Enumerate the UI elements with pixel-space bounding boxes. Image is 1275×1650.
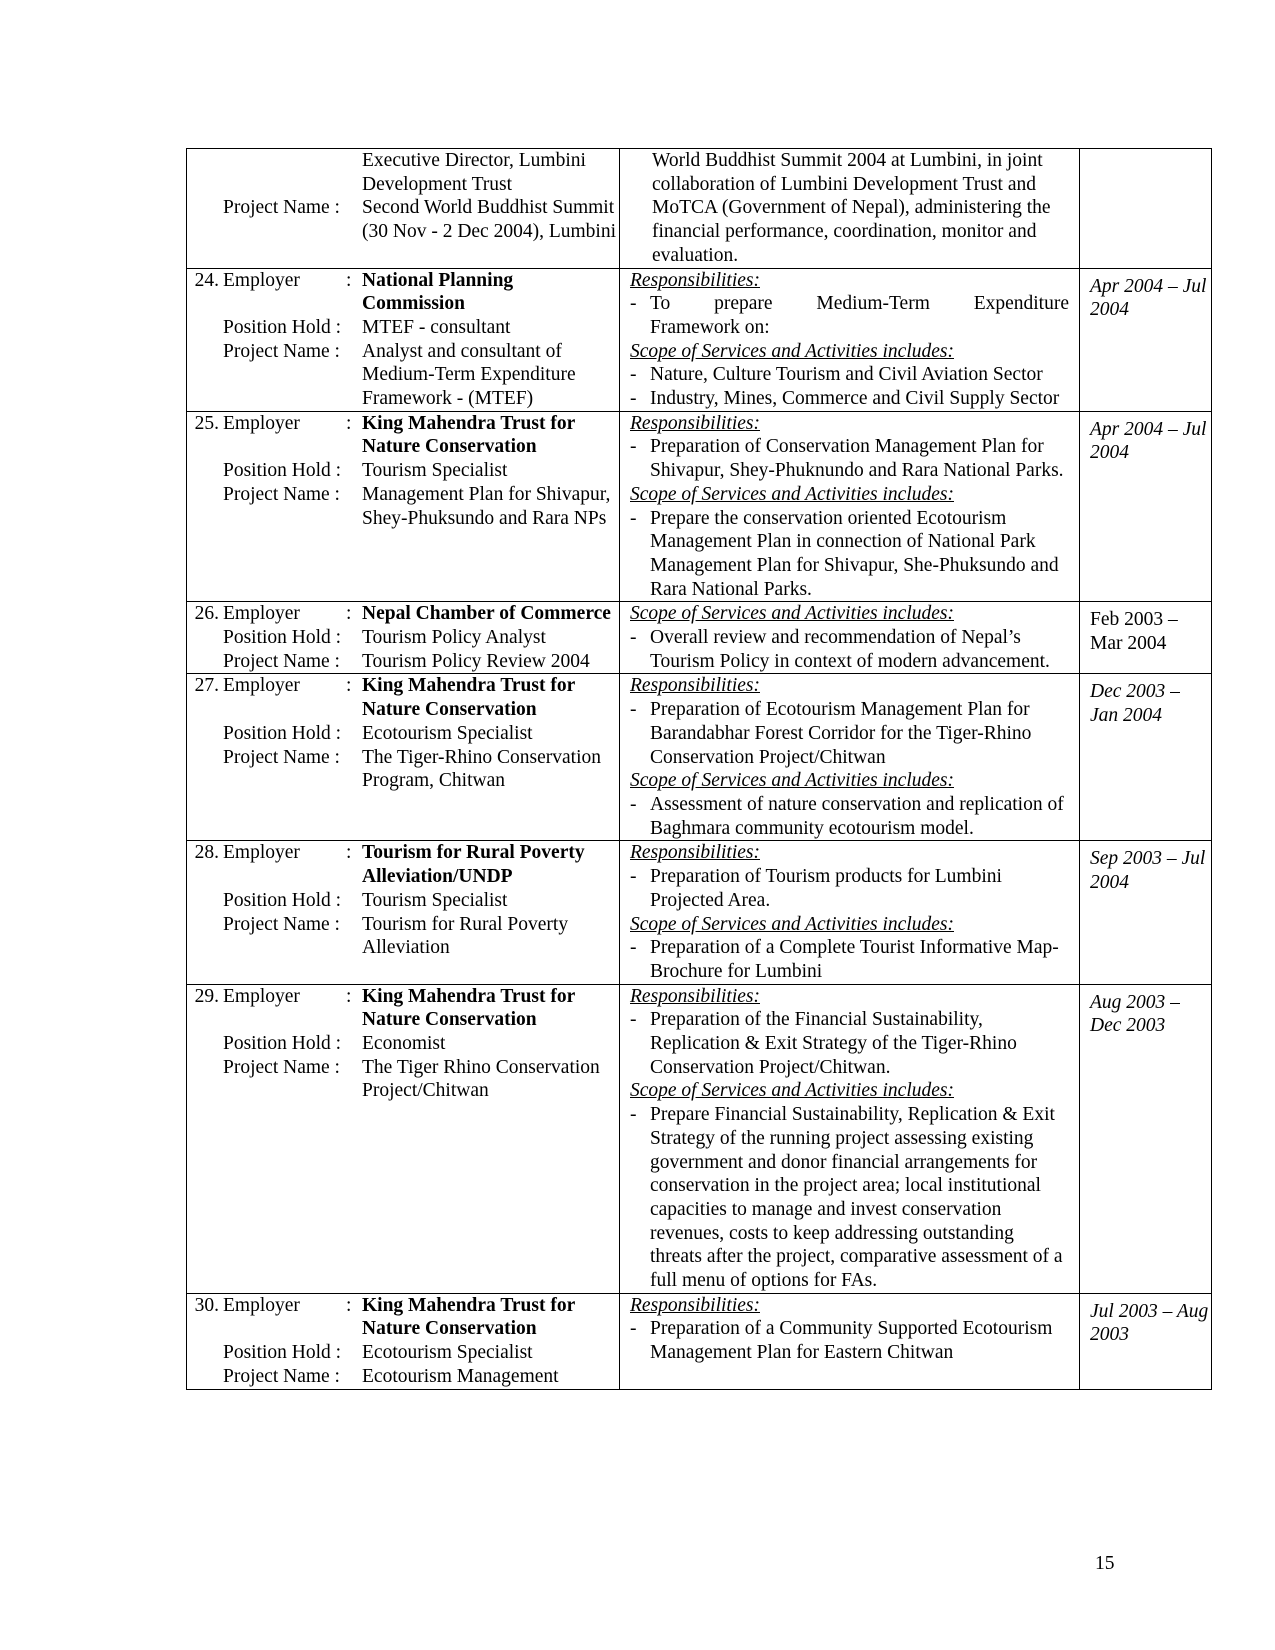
assignment-details — [187, 985, 619, 1104]
spacer — [187, 626, 223, 650]
scope-item — [630, 363, 1069, 387]
employer-name: Nepal Chamber of Commerce — [362, 603, 611, 625]
spacer — [187, 459, 223, 483]
position-value: Economist — [362, 1033, 446, 1055]
responsibility-item — [630, 292, 1069, 339]
description-cell — [620, 149, 1080, 269]
responsibility-text: Preparation of a Community Supported Ecotourism Management Plan for Eastern Chitwan — [650, 1318, 1053, 1364]
responsibilities-heading: Responsibilities: — [630, 412, 760, 434]
bullet-dash: - — [630, 1104, 637, 1126]
position-label — [223, 149, 362, 196]
assignment-cell — [187, 674, 620, 841]
project-value: The Tiger Rhino Conservation Project/Chitwan — [362, 1056, 600, 1102]
employer-name: King Mahendra Trust for Nature Conservation — [362, 985, 575, 1031]
spacer — [187, 196, 223, 243]
assignment-details — [187, 269, 619, 411]
responsibilities-heading: Responsibilities: — [630, 675, 760, 697]
table-row — [187, 1293, 1212, 1389]
spacer — [187, 1056, 223, 1103]
employer-label: Employer — [223, 269, 300, 291]
employer-label: Employer — [223, 675, 300, 697]
project-value: Second World Buddhist Summit (30 Nov - 2 Dec 2004), Lumbini — [362, 197, 616, 243]
responsibility-line: To prepare Medium-Term Expenditure — [650, 293, 1069, 315]
responsibility-text: Preparation of Tourism products for Lumbini Projected Area. — [650, 866, 1002, 911]
date-range: Dec 2003 – Jan 2004 — [1090, 681, 1180, 727]
assignment-details — [187, 1294, 619, 1389]
project-label: Project Name : — [223, 913, 340, 935]
row-number: 25. — [194, 412, 219, 434]
employer-colon: : — [346, 842, 352, 864]
assignment-details — [187, 841, 619, 960]
project-label: Project Name : — [223, 1056, 340, 1078]
scope-text: Assessment of nature conservation and replication of Baghmara community ecotourism model. — [650, 793, 1064, 839]
description-cell — [620, 268, 1080, 411]
employer-colon: : — [346, 603, 352, 625]
table-row — [187, 674, 1212, 841]
responsibility-line: Framework on: — [650, 316, 770, 338]
date-range: Sep 2003 – Jul 2004 — [1090, 848, 1206, 894]
assignment-cell — [187, 149, 620, 269]
spacer — [187, 889, 223, 913]
assignment-cell — [187, 1293, 620, 1389]
description-cell — [620, 841, 1080, 984]
date-cell — [1080, 1293, 1212, 1389]
scope-item — [630, 507, 1069, 602]
date-range: Feb 2003 – Mar 2004 — [1090, 609, 1178, 655]
description-block — [620, 602, 1079, 673]
description-block — [620, 985, 1079, 1293]
scope-item — [630, 793, 1069, 840]
bullet-dash: - — [630, 627, 637, 649]
position-value: MTEF - consultant — [362, 316, 511, 338]
description-block — [620, 269, 1079, 411]
table-row — [187, 268, 1212, 411]
position-value: Tourism Policy Analyst — [362, 627, 546, 649]
assignment-details — [187, 674, 619, 793]
employer-name: National Planning Commission — [362, 269, 514, 315]
row-number: 29. — [194, 985, 219, 1007]
project-label: Project Name : — [223, 197, 340, 219]
project-label: Project Name : — [223, 483, 340, 505]
responsibility-item — [630, 1008, 1069, 1079]
table-row — [187, 411, 1212, 602]
description-cell — [620, 602, 1080, 674]
responsibility-item — [630, 698, 1069, 769]
project-label: Project Name : — [223, 1365, 340, 1387]
scope-text: Prepare Financial Sustainability, Replication & Exit Strategy of the running project assessing existing government and donor financial arrangements for conservation in the project area; local institutional capacities to manage and invest conservation revenues, costs to keep addressing outstanding threats after the project, comparative assessment of a full menu of options for FAs. — [650, 1104, 1063, 1292]
bullet-dash: - — [630, 364, 637, 386]
table-row — [187, 149, 1212, 269]
scope-item — [630, 936, 1069, 983]
responsibility-item — [630, 435, 1069, 482]
assignment-cell — [187, 268, 620, 411]
responsibilities-heading: Responsibilities: — [630, 269, 760, 291]
assignment-cell — [187, 602, 620, 674]
assignment-details — [187, 412, 619, 531]
description-block — [620, 841, 1079, 983]
date-cell — [1080, 984, 1212, 1293]
responsibility-text: Preparation of the Financial Sustainability, Replication & Exit Strategy of the Tiger-Rhino Conservation Project/Chitwan. — [650, 1009, 1017, 1078]
project-label: Project Name : — [223, 746, 340, 768]
project-value: Tourism for Rural Poverty Alleviation — [362, 913, 569, 959]
scope-text: Prepare the conservation oriented Ecotourism Management Plan in connection of National Park Management Plan for Shivapur, She-Phuksundo and Rara National Parks. — [650, 507, 1059, 600]
scope-heading: Scope of Services and Activities includes: — [630, 483, 954, 505]
spacer — [187, 1032, 223, 1056]
position-label: Position Hold : — [223, 460, 342, 482]
responsibility-text: Preparation of Conservation Management Plan for Shivapur, Shey-Phuknundo and Rara National Parks. — [650, 436, 1064, 482]
table-row — [187, 841, 1212, 984]
responsibility-item — [630, 1317, 1069, 1364]
position-value: Ecotourism Specialist — [362, 1342, 533, 1364]
spacer — [187, 340, 223, 411]
employer-name: King Mahendra Trust for Nature Conservation — [362, 1294, 575, 1340]
scope-item — [630, 626, 1069, 673]
assignment-details — [187, 149, 619, 244]
position-label: Position Hold : — [223, 1033, 342, 1055]
project-value: Management Plan for Shivapur, Shey-Phuksundo and Rara NPs — [362, 483, 611, 529]
bullet-dash: - — [630, 436, 637, 458]
table-row — [187, 984, 1212, 1293]
description-block — [620, 1294, 1079, 1365]
scope-heading: Scope of Services and Activities includes: — [630, 603, 954, 625]
scope-item — [630, 1103, 1069, 1293]
spacer — [187, 913, 223, 960]
spacer — [187, 1341, 223, 1365]
scope-text: Nature, Culture Tourism and Civil Aviation Sector — [650, 364, 1043, 386]
description-cell — [620, 1293, 1080, 1389]
spacer — [187, 316, 223, 340]
date-cell — [1080, 841, 1212, 984]
page-number: 15 — [1095, 1553, 1115, 1574]
description-cell — [620, 411, 1080, 602]
project-label: Project Name : — [223, 650, 340, 672]
continuation-text: World Buddhist Summit 2004 at Lumbini, in joint collaboration of Lumbini Development Trust and MoTCA (Government of Nepal), administering the financial performance, coordination, monitor and evaluation. — [652, 150, 1051, 266]
position-value: Executive Director, Lumbini Development Trust — [362, 150, 586, 195]
project-value: Tourism Policy Review 2004 — [362, 650, 590, 672]
employer-colon: : — [346, 675, 352, 697]
position-label: Position Hold : — [223, 722, 342, 744]
scope-text: Overall review and recommendation of Nepal’s Tourism Policy in context of modern advancement. — [650, 627, 1050, 672]
employer-colon: : — [346, 412, 352, 434]
employer-label: Employer — [223, 1294, 300, 1316]
project-value: The Tiger-Rhino Conservation Program, Chitwan — [362, 746, 602, 792]
date-cell — [1080, 602, 1212, 674]
responsibility-text — [650, 292, 1069, 339]
project-value: Ecotourism Management — [362, 1365, 559, 1387]
scope-heading: Scope of Services and Activities includes: — [630, 340, 954, 362]
row-number: 30. — [194, 1294, 219, 1316]
date-range: Jul 2003 – Aug 2003 — [1090, 1300, 1209, 1346]
employer-colon: : — [346, 985, 352, 1007]
scope-item — [630, 387, 1069, 411]
assignment-details — [187, 602, 619, 673]
row-number: 24. — [194, 269, 219, 291]
bullet-dash: - — [630, 937, 637, 959]
responsibility-text: Preparation of Ecotourism Management Plan for Barandabhar Forest Corridor for the Tiger-Rhino Conservation Project/Chitwan — [650, 699, 1032, 768]
position-value: Ecotourism Specialist — [362, 722, 533, 744]
responsibilities-heading: Responsibilities: — [630, 842, 760, 864]
table-row — [187, 602, 1212, 674]
scope-heading: Scope of Services and Activities includes: — [630, 770, 954, 792]
bullet-dash: - — [630, 866, 637, 888]
date-cell — [1080, 674, 1212, 841]
spacer — [187, 650, 223, 674]
position-label: Position Hold : — [223, 889, 342, 911]
bullet-dash: - — [630, 793, 637, 815]
date-cell — [1080, 268, 1212, 411]
responsibilities-heading: Responsibilities: — [630, 985, 760, 1007]
employer-name: King Mahendra Trust for Nature Conservation — [362, 675, 575, 721]
date-range: Apr 2004 – Jul 2004 — [1090, 418, 1207, 464]
position-label: Position Hold : — [223, 1342, 342, 1364]
spacer — [187, 746, 223, 793]
employer-label: Employer — [223, 603, 300, 625]
assignment-cell — [187, 984, 620, 1293]
spacer — [187, 149, 223, 196]
description-cell — [620, 984, 1080, 1293]
description-block — [620, 412, 1079, 602]
spacer — [187, 722, 223, 746]
employer-label: Employer — [223, 985, 300, 1007]
bullet-dash: - — [630, 388, 637, 410]
project-label: Project Name : — [223, 340, 340, 362]
employer-label: Employer — [223, 412, 300, 434]
date-cell — [1080, 149, 1212, 269]
row-number: 28. — [194, 842, 219, 864]
employer-label: Employer — [223, 842, 300, 864]
position-label: Position Hold : — [223, 316, 342, 338]
scope-text: Preparation of a Complete Tourist Informative Map-Brochure for Lumbini — [650, 937, 1059, 982]
employer-name: Tourism for Rural Poverty Alleviation/UNDP — [362, 842, 585, 888]
assignment-cell — [187, 411, 620, 602]
employer-colon: : — [346, 1294, 352, 1316]
spacer — [187, 1365, 223, 1389]
scope-heading: Scope of Services and Activities includes: — [630, 1080, 954, 1102]
responsibility-item — [630, 865, 1069, 912]
bullet-dash: - — [630, 1009, 637, 1031]
description-cell — [620, 674, 1080, 841]
spacer — [187, 483, 223, 530]
employer-colon: : — [346, 269, 352, 291]
date-range: Aug 2003 – Dec 2003 — [1090, 991, 1180, 1037]
scope-heading: Scope of Services and Activities includes: — [630, 913, 954, 935]
experience-table — [186, 148, 1212, 1390]
bullet-dash: - — [630, 293, 637, 315]
bullet-dash: - — [630, 1318, 637, 1340]
position-label: Position Hold : — [223, 627, 342, 649]
bullet-dash: - — [630, 507, 637, 529]
description-block — [620, 674, 1079, 840]
row-number: 27. — [194, 675, 219, 697]
row-number: 26. — [194, 603, 219, 625]
position-value: Tourism Specialist — [362, 889, 508, 911]
assignment-cell — [187, 841, 620, 984]
scope-text: Industry, Mines, Commerce and Civil Supply Sector — [650, 388, 1060, 410]
position-value: Tourism Specialist — [362, 460, 508, 482]
responsibilities-heading: Responsibilities: — [630, 1294, 760, 1316]
date-range: Apr 2004 – Jul 2004 — [1090, 275, 1207, 321]
bullet-dash: - — [630, 699, 637, 721]
project-value: Analyst and consultant of Medium-Term Expenditure Framework - (MTEF) — [362, 340, 576, 410]
employer-name: King Mahendra Trust for Nature Conservation — [362, 412, 575, 458]
date-cell — [1080, 411, 1212, 602]
